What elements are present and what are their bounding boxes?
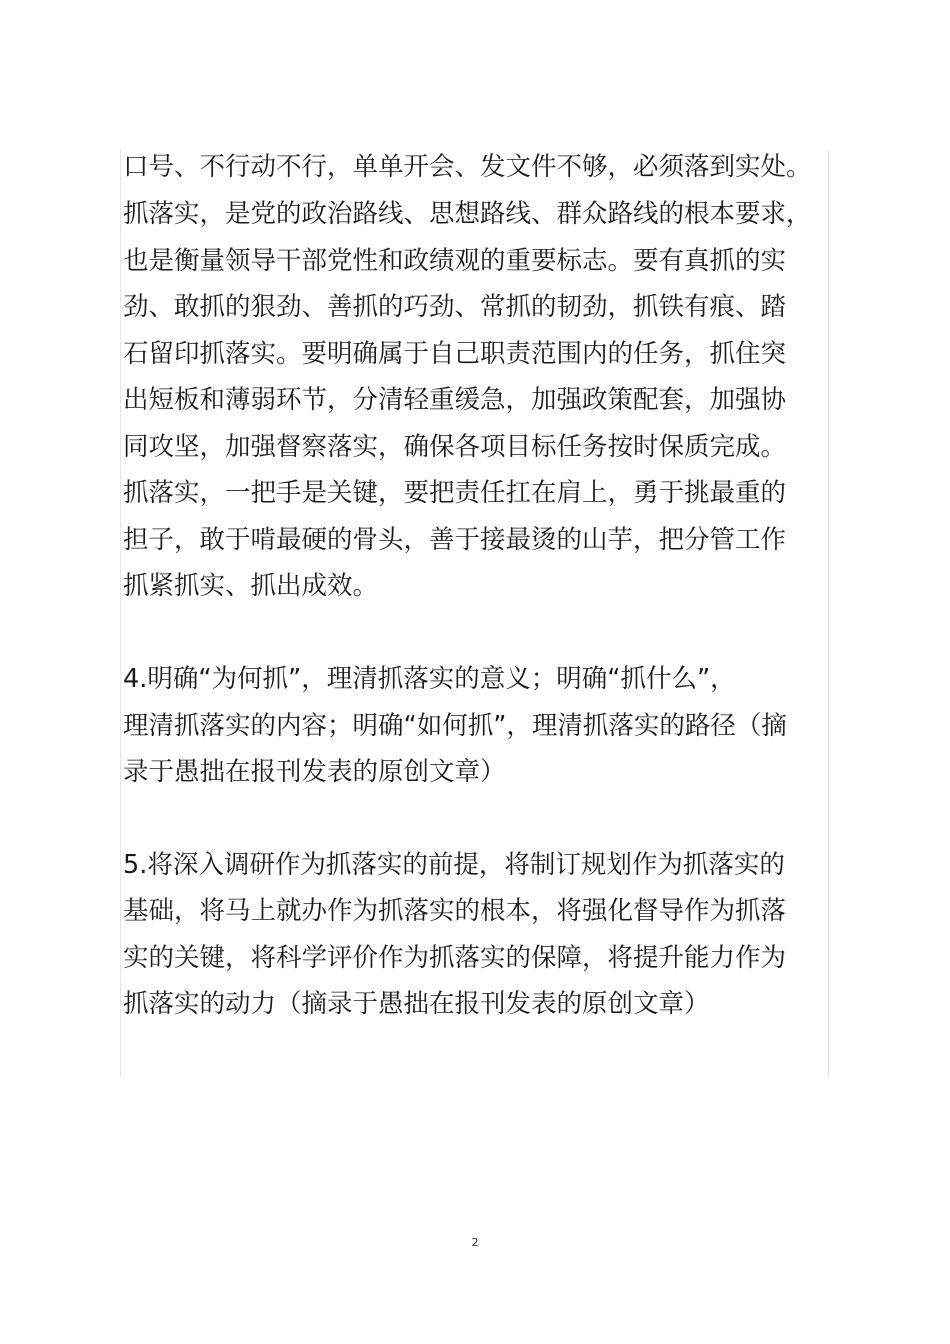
text-line: 抓落实，是党的政治路线、思想路线、群众路线的根本要求， <box>123 199 812 229</box>
page-number: 2 <box>471 1236 479 1249</box>
text-line: 抓落实，一把手是关键，要把责任扛在肩上，勇于挑最重的 <box>123 478 787 508</box>
text-line: 同攻坚，加强督察落实，确保各项目标任务按时保质完成。 <box>123 432 787 462</box>
text-line: 实的关键，将科学评价作为抓落实的保障，将提升能力作为 <box>123 943 787 973</box>
text-line: 石留印抓落实。要明确属于自己职责范围内的任务，抓住突 <box>123 339 787 369</box>
text-line: 理清抓落实的内容；明确“如何抓”，理清抓落实的路径（摘 <box>123 711 787 741</box>
text-line: 劲、敢抓的狠劲、善抓的巧劲、常抓的韧劲，抓铁有痕、踏 <box>123 292 787 322</box>
text-line: 4.明确“为何抓”，理清抓落实的意义；明确“抓什么”， <box>123 664 736 694</box>
text-line: 出短板和薄弱环节，分清轻重缓急，加强政策配套，加强协 <box>123 385 787 415</box>
text-line: 录于愚拙在报刊发表的原创文章） <box>123 757 506 787</box>
text-line: 抓紧抓实、抓出成效。 <box>123 571 379 601</box>
text-line: 基础，将马上就办作为抓落实的根本，将强化督导作为抓落 <box>123 896 787 926</box>
text-line: 口号、不行动不行，单单开会、发文件不够，必须落到实处。 <box>123 152 812 182</box>
text-line: 也是衡量领导干部党性和政绩观的重要标志。要有真抓的实 <box>123 246 787 276</box>
text-line: 抓落实的动力（摘录于愚拙在报刊发表的原创文章） <box>123 989 710 1019</box>
text-line: 担子，敢于啃最硬的骨头，善于接最烫的山芋，把分管工作 <box>123 525 787 555</box>
text-line: 5.将深入调研作为抓落实的前提，将制订规划作为抓落实的 <box>123 850 785 880</box>
